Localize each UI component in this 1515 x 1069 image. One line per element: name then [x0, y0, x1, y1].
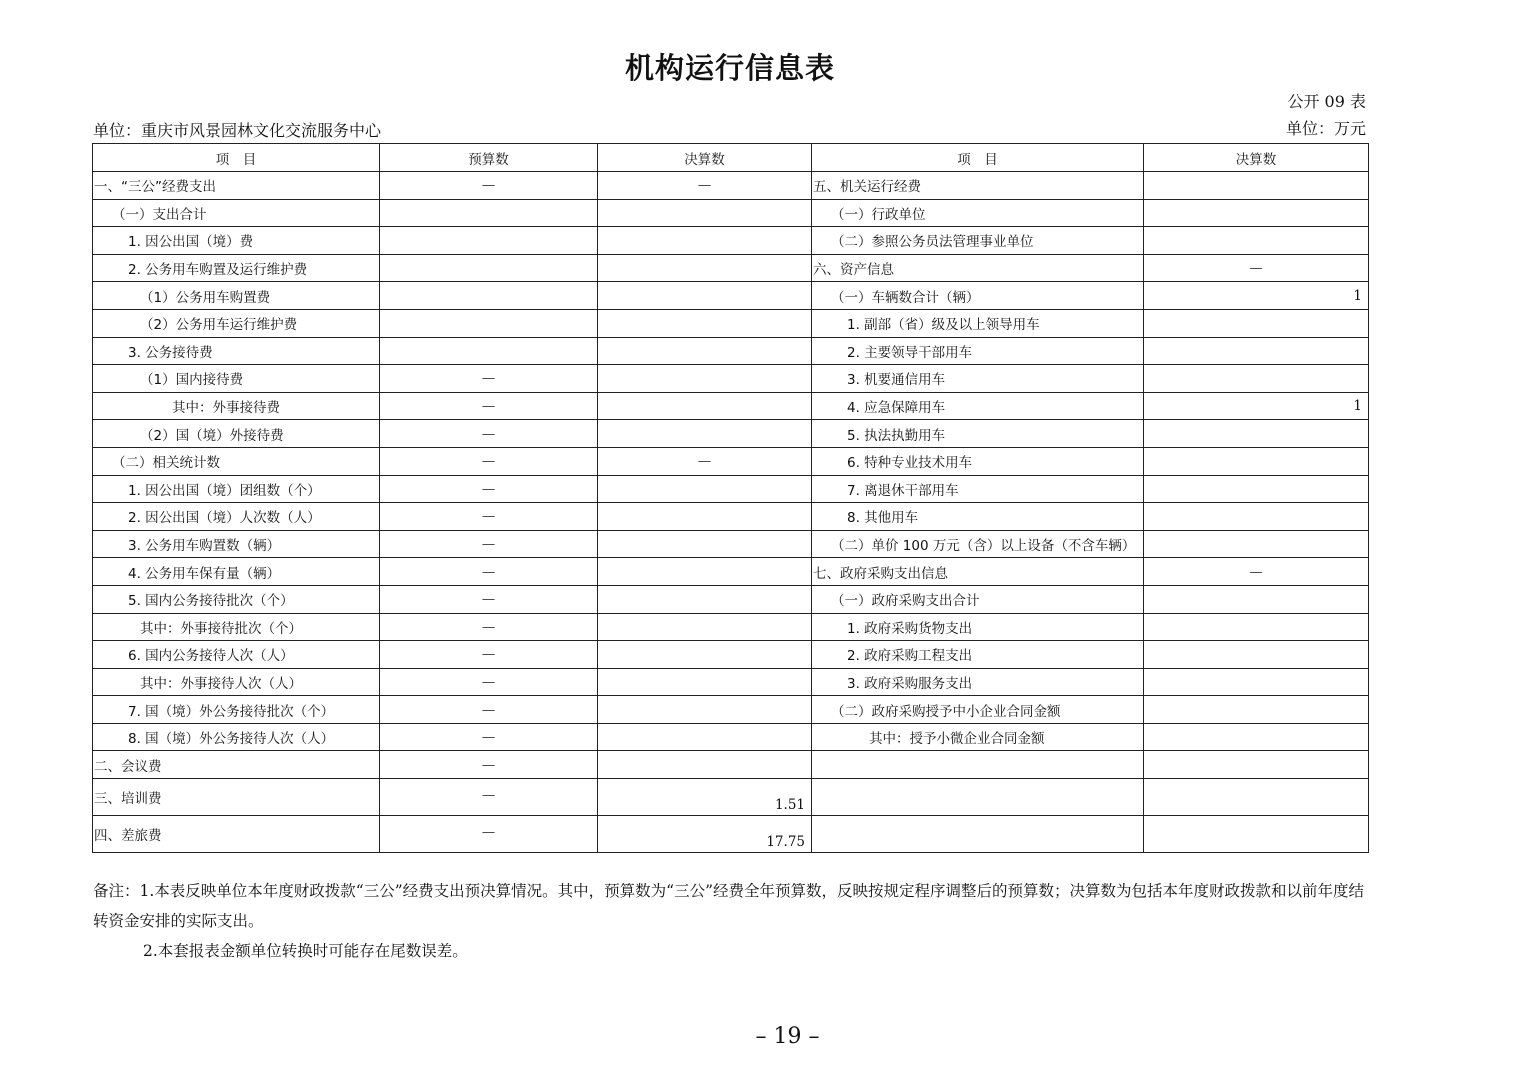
row-budget: — [380, 779, 598, 816]
row-item-right: 五、机关运行经费 [812, 172, 1144, 200]
row-final-right [1144, 668, 1369, 696]
row-final-left [598, 751, 812, 779]
table-row [93, 227, 1369, 255]
row-budget: — [380, 723, 598, 751]
table-row [93, 392, 1369, 420]
row-item-right: 6. 特种专业技术用车 [812, 447, 1144, 475]
row-final-right [1144, 723, 1369, 751]
row-final-left [598, 585, 812, 613]
row-item-right: 其中：授予小微企业合同金额 [812, 723, 1144, 751]
row-final-left [598, 227, 812, 255]
table-row [93, 585, 1369, 613]
table-header-row [93, 144, 1369, 172]
row-item-left: 3. 公务接待费 [93, 337, 380, 365]
table-row [93, 696, 1369, 724]
row-item-left: 一、“三公”经费支出 [93, 172, 380, 200]
row-final-left [598, 530, 812, 558]
row-budget: — [380, 668, 598, 696]
row-item-right: 2. 政府采购工程支出 [812, 641, 1144, 669]
table-row [93, 365, 1369, 393]
table-row [93, 199, 1369, 227]
row-budget: — [380, 172, 598, 200]
row-item-right: （二）参照公务员法管理事业单位 [812, 227, 1144, 255]
row-budget [380, 227, 598, 255]
row-final-left [598, 613, 812, 641]
table-row [93, 816, 1369, 853]
row-final-left [598, 365, 812, 393]
row-final-left [598, 420, 812, 448]
row-item-right: 1. 副部（省）级及以上领导用车 [812, 309, 1144, 337]
row-budget: — [380, 447, 598, 475]
row-budget [380, 282, 598, 310]
row-item-left: 四、差旅费 [93, 816, 380, 853]
row-final-left [598, 392, 812, 420]
row-item-left: 1. 因公出国（境）团组数（个） [93, 475, 380, 503]
row-item-left: 8. 国（境）外公务接待人次（人） [93, 723, 380, 751]
row-item-right: 六、资产信息 [812, 254, 1144, 282]
row-final-left [598, 668, 812, 696]
row-item-left: 其中：外事接待批次（个） [93, 613, 380, 641]
row-final-right [1144, 641, 1369, 669]
table-row [93, 751, 1369, 779]
row-budget: — [380, 641, 598, 669]
table-row [93, 447, 1369, 475]
row-budget [380, 337, 598, 365]
row-final-left [598, 641, 812, 669]
row-item-right: 4. 应急保障用车 [812, 392, 1144, 420]
row-budget: — [380, 503, 598, 531]
row-item-right: （一）政府采购支出合计 [812, 585, 1144, 613]
row-budget: — [380, 751, 598, 779]
row-item-right [812, 779, 1144, 816]
row-final-right [1144, 420, 1369, 448]
header-final-left: 决算数 [598, 144, 812, 172]
row-item-left: （2）公务用车运行维护费 [93, 309, 380, 337]
row-item-right [812, 816, 1144, 853]
table-row [93, 723, 1369, 751]
table-row [93, 641, 1369, 669]
row-budget: — [380, 613, 598, 641]
row-item-left: （二）相关统计数 [93, 447, 380, 475]
row-final-left: 17.75 [598, 816, 812, 853]
table-row [93, 254, 1369, 282]
row-final-left: 1.51 [598, 779, 812, 816]
header-item-right: 项 目 [812, 144, 1144, 172]
row-item-right: 8. 其他用车 [812, 503, 1144, 531]
row-item-left: （1）国内接待费 [93, 365, 380, 393]
row-budget: — [380, 475, 598, 503]
row-item-left: 三、培训费 [93, 779, 380, 816]
row-item-right: （一）行政单位 [812, 199, 1144, 227]
table-row [93, 475, 1369, 503]
currency-unit: 单位：万元 [1285, 119, 1366, 138]
row-final-right [1144, 530, 1369, 558]
footnote-1: 备注：1.本表反映单位本年度财政拨款“三公”经费支出预决算情况。其中，预算数为“三公”经费全年预算数，反映按规定程序调整后的预算数；决算数为包括本年度财政拨款和以前年度结转资金安排的实际支出。 [93, 882, 1364, 930]
row-final-right: — [1144, 558, 1369, 586]
row-budget: — [380, 392, 598, 420]
row-item-right: （二）单价 100 万元（含）以上设备（不含车辆） [812, 530, 1144, 558]
row-final-right [1144, 172, 1369, 200]
row-final-left [598, 282, 812, 310]
table-row [93, 309, 1369, 337]
row-final-right [1144, 585, 1369, 613]
row-item-left: 4. 公务用车保有量（辆） [93, 558, 380, 586]
table-row [93, 779, 1369, 816]
row-item-right: 3. 机要通信用车 [812, 365, 1144, 393]
page-number: – 19 – [755, 1024, 820, 1049]
table-row [93, 420, 1369, 448]
row-item-right: 1. 政府采购货物支出 [812, 613, 1144, 641]
table-row [93, 613, 1369, 641]
row-budget: — [380, 365, 598, 393]
row-final-right [1144, 503, 1369, 531]
row-budget [380, 309, 598, 337]
row-item-right: 7. 离退休干部用车 [812, 475, 1144, 503]
row-budget: — [380, 558, 598, 586]
row-item-left: 7. 国（境）外公务接待批次（个） [93, 696, 380, 724]
row-item-right: 5. 执法执勤用车 [812, 420, 1144, 448]
row-item-right [812, 751, 1144, 779]
row-budget: — [380, 816, 598, 853]
row-item-right: （一）车辆数合计（辆） [812, 282, 1144, 310]
row-final-right: 1 [1144, 282, 1369, 310]
row-final-left [598, 696, 812, 724]
row-item-left: 2. 因公出国（境）人次数（人） [93, 503, 380, 531]
header-final-right: 决算数 [1144, 144, 1369, 172]
row-item-left: （1）公务用车购置费 [93, 282, 380, 310]
row-final-left [598, 199, 812, 227]
table-row [93, 668, 1369, 696]
reporting-unit: 单位：重庆市风景园林文化交流服务中心 [93, 121, 382, 140]
row-item-left: 5. 国内公务接待批次（个） [93, 585, 380, 613]
row-final-left [598, 254, 812, 282]
footnote-2: 2.本套报表金额单位转换时可能存在尾数误差。 [143, 942, 468, 960]
row-final-left [598, 723, 812, 751]
row-final-right: 1 [1144, 392, 1369, 420]
row-item-left: 3. 公务用车购置数（辆） [93, 530, 380, 558]
row-final-right [1144, 365, 1369, 393]
row-budget: — [380, 420, 598, 448]
footnotes [93, 876, 1368, 966]
row-final-left [598, 558, 812, 586]
row-final-right [1144, 779, 1369, 816]
table-row [93, 172, 1369, 200]
table-row [93, 503, 1369, 531]
row-item-left: 其中：外事接待人次（人） [93, 668, 380, 696]
row-item-left: 6. 国内公务接待人次（人） [93, 641, 380, 669]
row-item-left: （一）支出合计 [93, 199, 380, 227]
row-item-right: 2. 主要领导干部用车 [812, 337, 1144, 365]
row-final-right [1144, 816, 1369, 853]
table-row [93, 530, 1369, 558]
row-item-left: 二、会议费 [93, 751, 380, 779]
row-final-right [1144, 475, 1369, 503]
row-final-left: — [598, 447, 812, 475]
row-final-left [598, 475, 812, 503]
header-item-left: 项 目 [93, 144, 380, 172]
row-final-left [598, 337, 812, 365]
row-final-left [598, 503, 812, 531]
row-item-right: （二）政府采购授予中小企业合同金额 [812, 696, 1144, 724]
form-number: 公开 09 表 [1287, 92, 1366, 111]
operation-info-table [92, 143, 1369, 853]
row-final-right [1144, 613, 1369, 641]
row-item-right: 3. 政府采购服务支出 [812, 668, 1144, 696]
row-final-right: — [1144, 254, 1369, 282]
row-final-left [598, 309, 812, 337]
row-final-right [1144, 337, 1369, 365]
table-row [93, 282, 1369, 310]
table-row [93, 337, 1369, 365]
row-budget: — [380, 530, 598, 558]
row-final-right [1144, 447, 1369, 475]
row-final-left: — [598, 172, 812, 200]
row-item-right: 七、政府采购支出信息 [812, 558, 1144, 586]
row-final-right [1144, 199, 1369, 227]
row-budget: — [380, 585, 598, 613]
row-final-right [1144, 751, 1369, 779]
row-budget [380, 254, 598, 282]
row-budget: — [380, 696, 598, 724]
row-final-right [1144, 227, 1369, 255]
table-row [93, 558, 1369, 586]
row-item-left: （2）国（境）外接待费 [93, 420, 380, 448]
header-budget: 预算数 [380, 144, 598, 172]
row-item-left: 2. 公务用车购置及运行维护费 [93, 254, 380, 282]
row-final-right [1144, 696, 1369, 724]
row-budget [380, 199, 598, 227]
row-item-left: 其中：外事接待费 [93, 392, 380, 420]
row-final-right [1144, 309, 1369, 337]
row-item-left: 1. 因公出国（境）费 [93, 227, 380, 255]
page-title: 机构运行信息表 [624, 51, 835, 85]
